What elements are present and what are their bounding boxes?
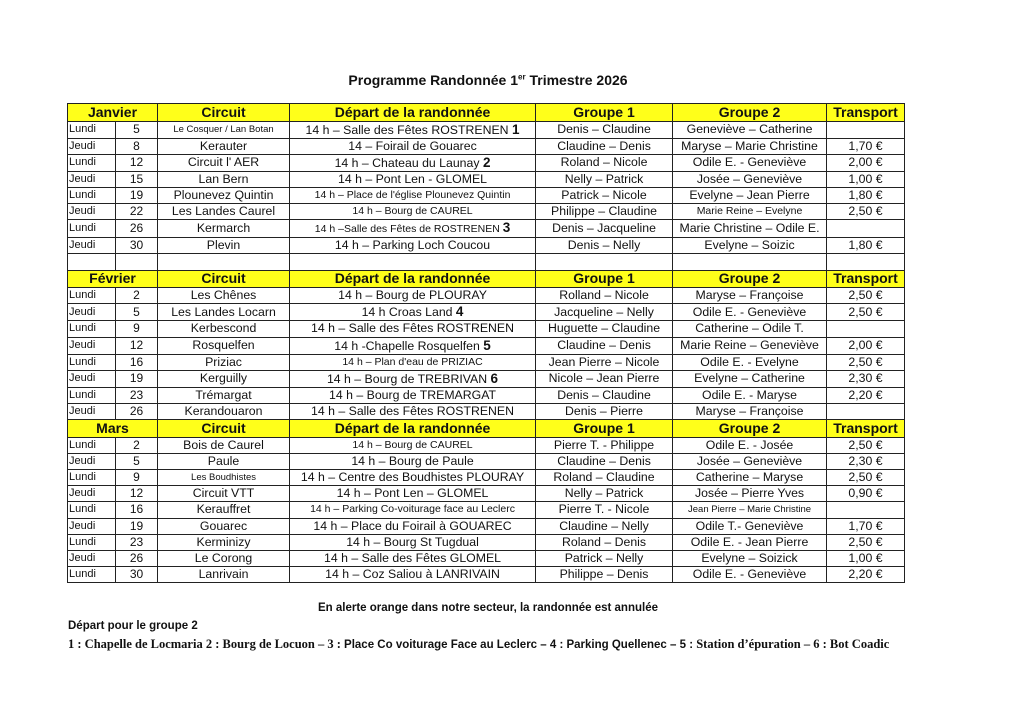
circuit-cell: Les Chênes xyxy=(158,288,290,304)
transport-cell: 2,30 € xyxy=(827,453,905,469)
depart-text: 14 h – Bourg de Paule xyxy=(351,453,474,468)
empty-cell xyxy=(158,254,290,270)
table-row xyxy=(68,550,905,566)
depart-text: 14 h – Salle des Fêtes ROSTRENEN xyxy=(311,403,514,418)
column-header-depart: Départ de la randonnée xyxy=(290,420,536,438)
groupe2-cell: Maryse – Marie Christine xyxy=(673,138,827,154)
table-row xyxy=(68,321,905,337)
depart-cell xyxy=(290,403,536,419)
day-cell: Jeudi xyxy=(68,138,116,154)
depart-text: 14 h – Parking Co-voiturage face au Leclerc xyxy=(310,503,515,516)
date-cell: 23 xyxy=(116,534,158,550)
day-cell: Lundi xyxy=(68,321,116,337)
groupe2-cell: Marie Reine – Geneviève xyxy=(673,337,827,354)
groupe1-cell: Pierre T. - Philippe xyxy=(536,437,673,453)
depart-marker: 4 xyxy=(455,304,464,320)
groupe2-cell: Josée – Geneviève xyxy=(673,453,827,469)
table-row xyxy=(68,288,905,304)
transport-cell: 2,30 € xyxy=(827,370,905,387)
table-row xyxy=(68,304,905,321)
legend-part-3: Station d’épuration – 6 : Bot Coadic xyxy=(696,637,890,651)
day-cell: Jeudi xyxy=(68,204,116,220)
transport-cell: 2,20 € xyxy=(827,567,905,583)
transport-cell: 1,70 € xyxy=(827,138,905,154)
table-row xyxy=(68,534,905,550)
date-cell: 9 xyxy=(116,321,158,337)
date-cell: 12 xyxy=(116,486,158,502)
groupe2-cell: Odile E. - Jean Pierre xyxy=(673,534,827,550)
groupe2-cell: Josée – Pierre Yves xyxy=(673,486,827,502)
date-cell: 26 xyxy=(116,220,158,238)
month-name: Janvier xyxy=(68,104,158,122)
transport-cell: 2,50 € xyxy=(827,534,905,550)
depart-cell xyxy=(290,387,536,403)
circuit-cell: Circuit VTT xyxy=(158,486,290,502)
day-cell: Jeudi xyxy=(68,370,116,387)
depart-text: 14 h – Bourg St Tugdual xyxy=(346,534,479,549)
depart-cell xyxy=(290,534,536,550)
groupe1-cell: Claudine – Denis xyxy=(536,138,673,154)
groupe2-cell: Catherine – Maryse xyxy=(673,469,827,485)
groupe2-cell: Odile E. - Maryse xyxy=(673,387,827,403)
depart-marker: 1 xyxy=(511,121,520,137)
date-cell: 9 xyxy=(116,469,158,485)
depart-cell xyxy=(290,354,536,370)
day-cell: Lundi xyxy=(68,220,116,238)
transport-cell: 2,20 € xyxy=(827,387,905,403)
transport-cell: 2,50 € xyxy=(827,288,905,304)
groupe1-cell: Denis – Nelly xyxy=(536,238,673,254)
day-cell: Lundi xyxy=(68,288,116,304)
depart-cell xyxy=(290,453,536,469)
legend-part-2: Place Co voiturage Face au Leclerc – 4 : Parking Quellenec – 5 : xyxy=(344,639,697,651)
groupe1-cell: Roland – Denis xyxy=(536,534,673,550)
depart-cell xyxy=(290,437,536,453)
circuit-cell: Le Corong xyxy=(158,550,290,566)
depart-text: 14 h – Bourg de TREBRIVAN xyxy=(326,371,491,386)
depart-cell xyxy=(290,288,536,304)
table-row xyxy=(68,486,905,502)
depart-text: 14 h -Chapelle Rosquelfen xyxy=(334,338,484,353)
table-row xyxy=(68,567,905,583)
table-row xyxy=(68,502,905,518)
depart-marker: 2 xyxy=(482,154,491,170)
page-title xyxy=(0,72,1024,88)
spacer-row xyxy=(68,254,905,270)
circuit-cell: Les Landes Locarn xyxy=(158,304,290,321)
column-header-circuit: Circuit xyxy=(158,270,290,288)
day-cell: Lundi xyxy=(68,567,116,583)
groupe1-cell: Denis – Jacqueline xyxy=(536,220,673,238)
groupe1-cell: Roland – Claudine xyxy=(536,469,673,485)
date-cell: 16 xyxy=(116,354,158,370)
day-cell: Lundi xyxy=(68,469,116,485)
depart-cell xyxy=(290,154,536,171)
transport-cell xyxy=(827,121,905,138)
column-header-circuit: Circuit xyxy=(158,420,290,438)
depart-text: 14 h – Chateau du Launay xyxy=(334,155,483,170)
date-cell: 23 xyxy=(116,387,158,403)
table-row xyxy=(68,204,905,220)
day-cell: Jeudi xyxy=(68,550,116,566)
groupe2-cell: Geneviève – Catherine xyxy=(673,121,827,138)
column-header-groupe1: Groupe 1 xyxy=(536,420,673,438)
depart-cell xyxy=(290,121,536,138)
day-cell: Jeudi xyxy=(68,453,116,469)
table-row xyxy=(68,121,905,138)
empty-cell xyxy=(116,254,158,270)
column-header-groupe2: Groupe 2 xyxy=(673,270,827,288)
groupe1-cell: Claudine – Denis xyxy=(536,337,673,354)
day-cell: Jeudi xyxy=(68,238,116,254)
depart-text: 14 h – Place du Foirail à GOUAREC xyxy=(313,518,512,533)
day-cell: Lundi xyxy=(68,502,116,518)
date-cell: 12 xyxy=(116,154,158,171)
date-cell: 8 xyxy=(116,138,158,154)
date-cell: 5 xyxy=(116,121,158,138)
transport-cell: 1,70 € xyxy=(827,518,905,534)
table-row xyxy=(68,171,905,187)
circuit-cell: Kerauffret xyxy=(158,502,290,518)
title-text-end: Trimestre 2026 xyxy=(525,72,628,88)
depart-text: 14 h – Parking Loch Coucou xyxy=(334,238,491,253)
empty-cell xyxy=(536,254,673,270)
transport-cell: 2,50 € xyxy=(827,354,905,370)
date-cell: 19 xyxy=(116,187,158,203)
day-cell: Lundi xyxy=(68,354,116,370)
depart-text: 14 h – Bourg de CAUREL xyxy=(352,438,473,451)
table-row xyxy=(68,453,905,469)
transport-cell: 1,00 € xyxy=(827,171,905,187)
table-row xyxy=(68,154,905,171)
groupe1-cell: Nelly – Patrick xyxy=(536,171,673,187)
depart-text: 14 h – Salle des Fêtes ROSTRENEN xyxy=(305,122,512,137)
circuit-cell: Circuit l' AER xyxy=(158,154,290,171)
depart-marker: 5 xyxy=(483,337,491,353)
groupe1-cell: Patrick – Nicole xyxy=(536,187,673,203)
depart-text: 14 h – Plan d'eau de PRIZIAC xyxy=(342,355,483,368)
transport-cell xyxy=(827,502,905,518)
depart-cell xyxy=(290,321,536,337)
transport-cell: 1,80 € xyxy=(827,238,905,254)
transport-cell: 2,50 € xyxy=(827,204,905,220)
day-cell: Lundi xyxy=(68,534,116,550)
depart-cell xyxy=(290,337,536,354)
table-row xyxy=(68,387,905,403)
circuit-cell: Plounevez Quintin xyxy=(158,187,290,203)
column-header-transport: Transport xyxy=(827,104,905,122)
circuit-cell: Kerauter xyxy=(158,138,290,154)
groupe2-cell: Evelyne – Catherine xyxy=(673,370,827,387)
day-cell: Jeudi xyxy=(68,304,116,321)
column-header-depart: Départ de la randonnée xyxy=(290,270,536,288)
date-cell: 12 xyxy=(116,337,158,354)
groupe1-cell: Roland – Nicole xyxy=(536,154,673,171)
date-cell: 30 xyxy=(116,238,158,254)
table-row xyxy=(68,220,905,238)
circuit-cell: Les Landes Caurel xyxy=(158,204,290,220)
circuit-cell: Priziac xyxy=(158,354,290,370)
circuit-cell: Trémargat xyxy=(158,387,290,403)
date-cell: 26 xyxy=(116,403,158,419)
groupe1-cell: Claudine – Nelly xyxy=(536,518,673,534)
depart-cell xyxy=(290,469,536,485)
day-cell: Jeudi xyxy=(68,337,116,354)
groupe2-cell: Marie Christine – Odile E. xyxy=(673,220,827,238)
circuit-cell: Kerandouaron xyxy=(158,403,290,419)
groupe1-cell: Nelly – Patrick xyxy=(536,486,673,502)
depart-cell xyxy=(290,370,536,387)
groupe2-cell: Odile E. - Geneviève xyxy=(673,304,827,321)
groupe2-cell: Odile E. - Evelyne xyxy=(673,354,827,370)
month-name: Mars xyxy=(68,420,158,438)
title-superscript: er xyxy=(518,72,526,82)
table-row xyxy=(68,469,905,485)
depart-text: 14 h –Salle des Fêtes de ROSTRENEN xyxy=(314,223,503,236)
depart-text: 14 – Foirail de Gouarec xyxy=(348,138,477,153)
empty-cell xyxy=(827,254,905,270)
depart-cell xyxy=(290,304,536,321)
circuit-cell: Paule xyxy=(158,453,290,469)
groupe2-cell: Evelyne – Soizic xyxy=(673,238,827,254)
depart-cell xyxy=(290,138,536,154)
date-cell: 19 xyxy=(116,370,158,387)
depart-text: 14 h Croas Land xyxy=(361,305,456,320)
circuit-cell: Lan Bern xyxy=(158,171,290,187)
groupe2-cell: Jean Pierre – Marie Christine xyxy=(673,502,827,518)
circuit-cell: Lanrivain xyxy=(158,567,290,583)
groupe1-cell: Denis – Claudine xyxy=(536,121,673,138)
depart-text: 14 h – Bourg de TREMARGAT xyxy=(329,387,497,402)
transport-cell xyxy=(827,403,905,419)
table-row xyxy=(68,187,905,203)
circuit-cell: Plevin xyxy=(158,238,290,254)
table-row xyxy=(68,518,905,534)
depart-cell xyxy=(290,171,536,187)
day-cell: Lundi xyxy=(68,187,116,203)
depart-marker: 3 xyxy=(502,220,511,236)
transport-cell: 2,50 € xyxy=(827,469,905,485)
circuit-cell: Kermarch xyxy=(158,220,290,238)
day-cell: Lundi xyxy=(68,154,116,171)
table-row xyxy=(68,437,905,453)
groupe1-cell: Denis – Claudine xyxy=(536,387,673,403)
depart-cell xyxy=(290,220,536,238)
depart-cell xyxy=(290,204,536,220)
date-cell: 2 xyxy=(116,288,158,304)
date-cell: 19 xyxy=(116,518,158,534)
date-cell: 30 xyxy=(116,567,158,583)
date-cell: 26 xyxy=(116,550,158,566)
date-cell: 22 xyxy=(116,204,158,220)
column-header-groupe2: Groupe 2 xyxy=(673,420,827,438)
groupe1-cell: Jacqueline – Nelly xyxy=(536,304,673,321)
column-header-groupe2: Groupe 2 xyxy=(673,104,827,122)
table-row xyxy=(68,354,905,370)
transport-cell: 2,00 € xyxy=(827,154,905,171)
column-header-transport: Transport xyxy=(827,270,905,288)
groupe1-cell: Huguette – Claudine xyxy=(536,321,673,337)
depart-cell xyxy=(290,187,536,203)
groupe2-cell: Evelyne – Soizick xyxy=(673,550,827,566)
day-cell: Lundi xyxy=(68,121,116,138)
alert-text: En alerte orange dans notre secteur, la randonnée est annulée xyxy=(318,602,658,614)
circuit-cell: Kerbescond xyxy=(158,321,290,337)
groupe1-cell: Nicole – Jean Pierre xyxy=(536,370,673,387)
circuit-cell: Gouarec xyxy=(158,518,290,534)
table-row xyxy=(68,370,905,387)
depart-group2-label: Départ pour le groupe 2 xyxy=(68,620,198,632)
depart-text: 14 h – Coz Saliou à LANRIVAIN xyxy=(325,567,500,582)
groupe1-cell: Pierre T. - Nicole xyxy=(536,502,673,518)
column-header-circuit: Circuit xyxy=(158,104,290,122)
depart-text: 14 h – Bourg de PLOURAY xyxy=(338,288,487,303)
depart-text: 14 h – Salle des Fêtes ROSTRENEN xyxy=(311,321,514,336)
day-cell: Jeudi xyxy=(68,403,116,419)
transport-cell: 2,50 € xyxy=(827,304,905,321)
month-name: Février xyxy=(68,270,158,288)
column-header-transport: Transport xyxy=(827,420,905,438)
title-text: Programme Randonnée 1 xyxy=(348,72,519,88)
table-row xyxy=(68,337,905,354)
groupe2-cell: Odile E. - Geneviève xyxy=(673,154,827,171)
depart-legend xyxy=(68,637,889,652)
table-row xyxy=(68,138,905,154)
groupe2-cell: Marie Reine – Evelyne xyxy=(673,204,827,220)
alert-note xyxy=(0,602,1024,614)
depart-marker: 6 xyxy=(490,370,499,386)
groupe2-cell: Odile E. - Geneviève xyxy=(673,567,827,583)
column-header-groupe1: Groupe 1 xyxy=(536,270,673,288)
day-cell: Jeudi xyxy=(68,486,116,502)
groupe2-cell: Catherine – Odile T. xyxy=(673,321,827,337)
transport-cell xyxy=(827,220,905,238)
groupe2-cell: Maryse – Françoise xyxy=(673,288,827,304)
month-header-row xyxy=(68,104,905,122)
table-row xyxy=(68,403,905,419)
transport-cell: 0,90 € xyxy=(827,486,905,502)
empty-cell xyxy=(68,254,116,270)
month-header-row xyxy=(68,420,905,438)
circuit-cell: Kerguilly xyxy=(158,370,290,387)
depart-text: 14 h – Pont Len – GLOMEL xyxy=(336,486,489,501)
depart-text: 14 h – Bourg de CAUREL xyxy=(352,205,473,218)
circuit-cell: Kerminizy xyxy=(158,534,290,550)
empty-cell xyxy=(290,254,536,270)
empty-cell xyxy=(673,254,827,270)
depart-cell xyxy=(290,567,536,583)
day-cell: Lundi xyxy=(68,437,116,453)
groupe1-cell: Claudine – Denis xyxy=(536,453,673,469)
date-cell: 5 xyxy=(116,304,158,321)
depart-text: 14 h – Centre des Boudhistes PLOURAY xyxy=(300,470,525,485)
depart-text: 14 h – Place de l'église Plounevez Quintin xyxy=(314,188,511,201)
transport-cell: 1,80 € xyxy=(827,187,905,203)
circuit-cell: Bois de Caurel xyxy=(158,437,290,453)
depart-cell xyxy=(290,486,536,502)
circuit-cell: Rosquelfen xyxy=(158,337,290,354)
month-header-row xyxy=(68,270,905,288)
depart-cell xyxy=(290,518,536,534)
circuit-cell: Les Boudhistes xyxy=(158,469,290,485)
groupe1-cell: Philippe – Claudine xyxy=(536,204,673,220)
groupe2-cell: Evelyne – Jean Pierre xyxy=(673,187,827,203)
groupe2-cell: Josée – Geneviève xyxy=(673,171,827,187)
groupe2-cell: Odile E. - Josée xyxy=(673,437,827,453)
schedule-table xyxy=(67,103,905,583)
date-cell: 5 xyxy=(116,453,158,469)
groupe1-cell: Jean Pierre – Nicole xyxy=(536,354,673,370)
column-header-depart: Départ de la randonnée xyxy=(290,104,536,122)
transport-cell: 2,50 € xyxy=(827,437,905,453)
groupe1-cell: Philippe – Denis xyxy=(536,567,673,583)
date-cell: 2 xyxy=(116,437,158,453)
table-row xyxy=(68,238,905,254)
day-cell: Jeudi xyxy=(68,171,116,187)
date-cell: 15 xyxy=(116,171,158,187)
depart-text: 14 h – Salle des Fêtes GLOMEL xyxy=(323,550,502,565)
transport-cell xyxy=(827,321,905,337)
groupe2-cell: Maryse – Françoise xyxy=(673,403,827,419)
groupe1-cell: Rolland – Nicole xyxy=(536,288,673,304)
groupe1-cell: Denis – Pierre xyxy=(536,403,673,419)
groupe1-cell: Patrick – Nelly xyxy=(536,550,673,566)
column-header-groupe1: Groupe 1 xyxy=(536,104,673,122)
legend-part-1: 1 : Chapelle de Locmaria 2 : Bourg de Locuon – 3 : xyxy=(68,637,345,651)
groupe2-cell: Odile T.- Geneviève xyxy=(673,518,827,534)
day-cell: Jeudi xyxy=(68,518,116,534)
day-cell: Lundi xyxy=(68,387,116,403)
depart-cell xyxy=(290,238,536,254)
date-cell: 16 xyxy=(116,502,158,518)
depart-cell xyxy=(290,550,536,566)
depart-text: 14 h – Pont Len - GLOMEL xyxy=(338,171,488,186)
transport-cell: 2,00 € xyxy=(827,337,905,354)
circuit-cell: Le Cosquer / Lan Botan xyxy=(158,121,290,138)
transport-cell: 1,00 € xyxy=(827,550,905,566)
depart-cell xyxy=(290,502,536,518)
